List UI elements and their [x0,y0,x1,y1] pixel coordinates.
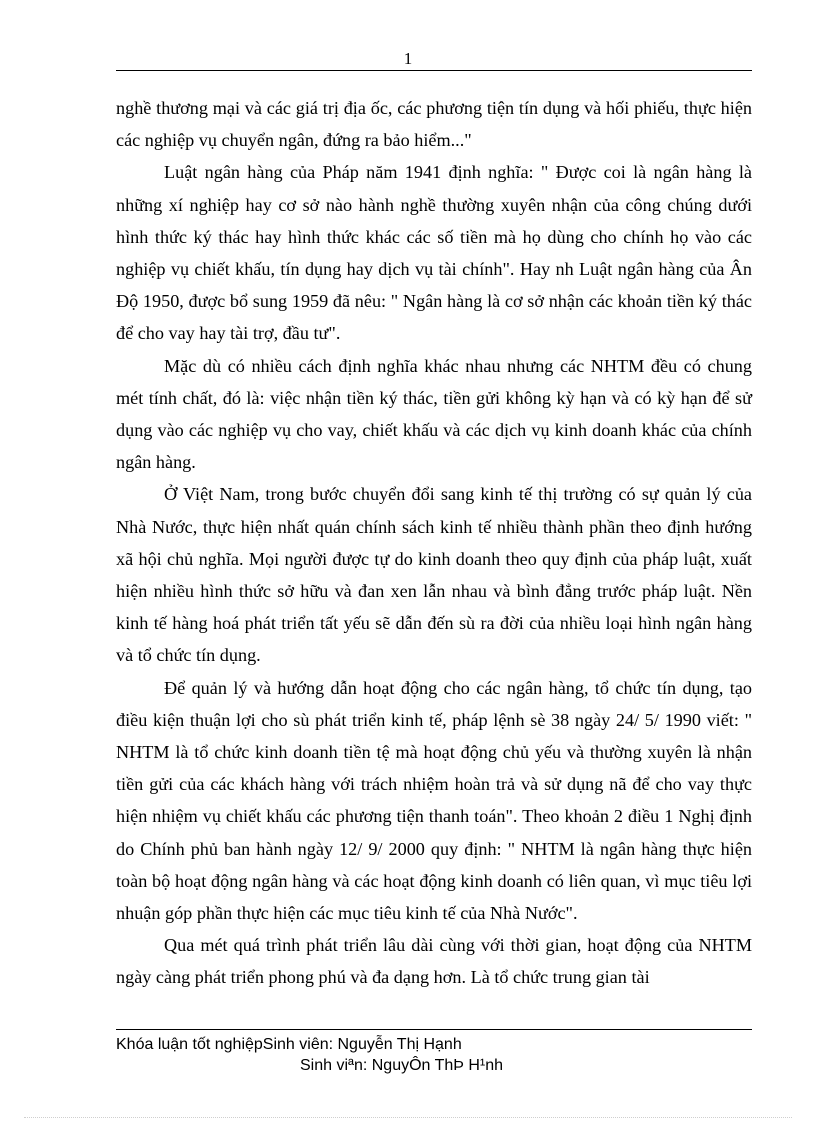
paragraph: Ở Việt Nam, trong bước chuyển đổi sang kinh tế thị trường có sự quản lý của Nhà Nước, thực hiện nhất quán chính sách kinh tế nhiều thành phần theo định hướng xã hội chủ nghĩa. Mọi người được tự do kinh doanh theo quy định của pháp luật, xuất hiện nhiều hình thức sở hữu và đan xen lẫn nhau và bình đẳng trước pháp luật. Nền kinh tế hàng hoá phát triển tất yếu sẽ dẫn đến sù ra đời của nhiều loại hình ngân hàng và tổ chức tín dụng. [116,484,752,666]
body-text [116,92,752,994]
paragraph: Qua mét quá trình phát triển lâu dài cùng với thời gian, hoạt động của NHTM ngày càng phát triển phong phú và đa dạng hơn. Là tổ chức trung gian tài [116,935,752,988]
footer-line-1: Khóa luận tốt nghiệpSinh viên: Nguyễn Thị Hạnh [116,1036,462,1053]
paragraph: Mặc dù có nhiều cách định nghĩa khác nhau nhưng các NHTM đều có chung mét tính chất, đó là: việc nhận tiền ký thác, tiền gửi không kỳ hạn và có kỳ hạn để sử dụng vào các nghiệp vụ cho vay, chiết khấu và các dịch vụ kinh doanh khác của chính ngân hàng. [116,355,752,473]
paragraph: Để quản lý và hướng dẫn hoạt động cho các ngân hàng, tổ chức tín dụng, tạo điều kiện thuận lợi cho sù phát triển kinh tế, pháp lệnh sè 38 ngày 24/ 5/ 1990 viết: " NHTM là tổ chức kinh doanh tiền tệ mà hoạt động chủ yếu và thường xuyên là nhận tiền gửi của các khách hàng với trách nhiệm hoàn trả và sử dụng nã để cho vay thực hiện nhiệm vụ chiết khấu các phương tiện thanh toán". Theo khoản 2 điều 1 Nghị định do Chính phủ ban hành ngày 12/ 9/ 2000 quy định: " NHTM là ngân hàng thực hiện toàn bộ hoạt động ngân hàng và các hoạt động kinh doanh có liên quan, vì mục tiêu lợi nhuận góp phần thực hiện các mục tiêu kinh tế của Nhà Nước". [116,677,752,924]
footer-rule [116,1029,752,1030]
page-edge-dotted-line [24,1117,792,1118]
paragraph: nghề thương mại và các giá trị địa ốc, các phương tiện tín dụng và hối phiếu, thực hiện các nghiệp vụ chuyển ngân, đứng ra bảo hiểm..." [116,98,752,151]
page-number: 1 [403,49,413,68]
header-rule [116,70,752,71]
footer-line-2: Sinh viªn: NguyÔn ThÞ H¹nh [300,1057,504,1074]
paragraph: Luật ngân hàng của Pháp năm 1941 định nghĩa: " Được coi là ngân hàng là những xí nghiệp hay cơ sở nào hành nghề thường xuyên nhận của công chúng dưới hình thức ký thác hay hình thức khác các số tiền mà họ dùng cho chính họ vào các nghiệp vụ chiết khấu, tín dụng hay dịch vụ tài chính". Hay nh Luật ngân hàng của Ân Độ 1950, được bổ sung 1959 đã nêu: " Ngân hàng là cơ sở nhận các khoản tiền ký thác để cho vay hay tài trợ, đầu tư". [116,162,752,344]
